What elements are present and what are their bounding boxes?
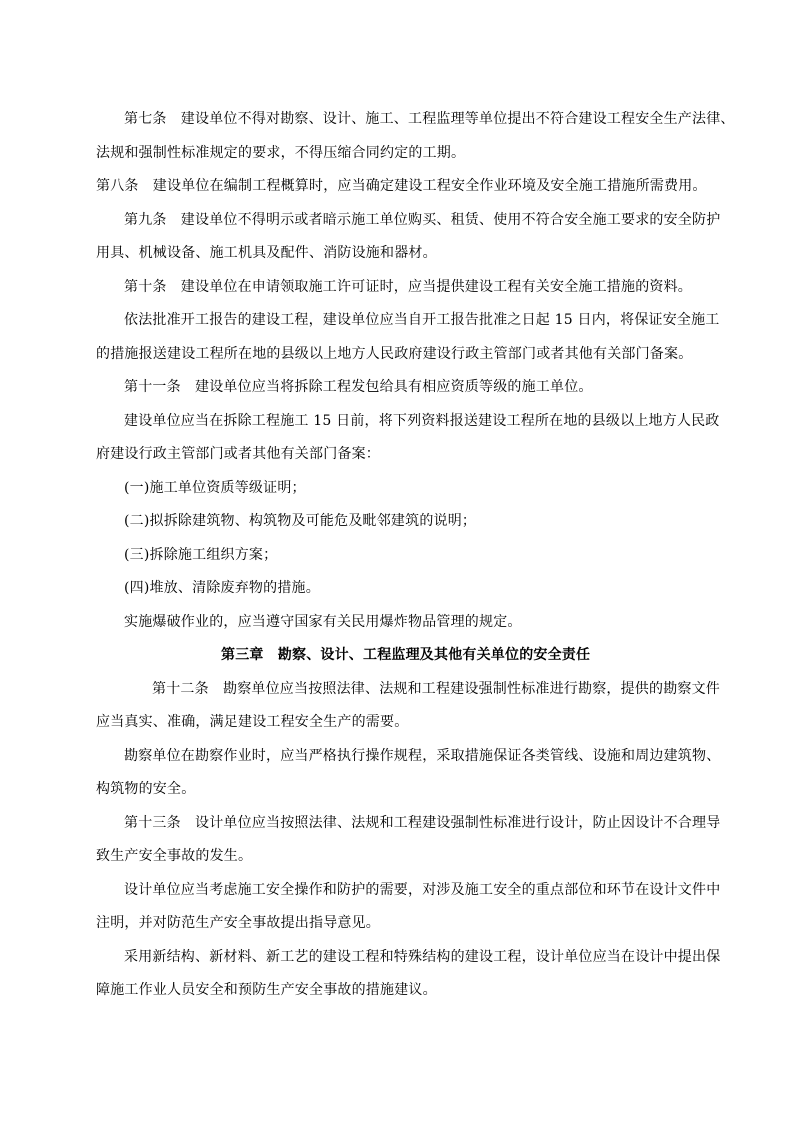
article-9-line-1: 第九条 建设单位不得明示或者暗示施工单位购买、租赁、使用不符合安全施工要求的安全防护: [124, 212, 721, 228]
article-13-para-3-line-2: 障施工作业人员安全和预防生产安全事故的措施建议。: [96, 982, 437, 998]
blasting-note: 实施爆破作业的，应当遵守国家有关民用爆炸物品管理的规定。: [124, 614, 522, 630]
article-12-line-1: 第十二条 勘察单位应当按照法律、法规和工程建设强制性标准进行勘察，提供的勘察文件: [152, 681, 720, 697]
article-13-line-2: 致生产安全事故的发生。: [96, 848, 253, 864]
list-item-3: (三)拆除施工组织方案；: [124, 547, 278, 563]
article-7-line-1: 第七条 建设单位不得对勘察、设计、施工、工程监理等单位提出不符合建设工程安全生产法律、: [124, 111, 735, 127]
article-8-line-1: 第八条 建设单位在编制工程概算时，应当确定建设工程安全作业环境及安全施工措施所需费用。: [96, 178, 707, 194]
article-11-para-2-line-1: 建设单位应当在拆除工程施工 15 日前，将下列资料报送建设工程所在地的县级以上地方人民政: [124, 413, 720, 429]
article-10-para-2-line-1: 依法批准开工报告的建设工程，建设单位应当自开工报告批准之日起 15 日内，将保证安全施工: [124, 312, 720, 328]
article-11-line-1: 第十一条 建设单位应当将拆除工程发包给具有相应资质等级的施工单位。: [124, 379, 593, 395]
article-12-para-2-line-2: 构筑物的安全。: [96, 781, 196, 797]
article-13-para-3-line-1: 采用新结构、新材料、新工艺的建设工程和特殊结构的建设工程，设计单位应当在设计中提出保: [124, 949, 721, 965]
article-12-para-2-line-1: 勘察单位在勘察作业时，应当严格执行操作规程，采取措施保证各类管线、设施和周边建筑物、: [124, 748, 721, 764]
article-9-line-2: 用具、机械设备、施工机具及配件、消防设施和器材。: [96, 245, 437, 261]
article-10-para-2-line-2: 的措施报送建设工程所在地的县级以上地方人民政府建设行政主管部门或者其他有关部门备案。: [96, 346, 693, 362]
list-item-4: (四)堆放、清除废弃物的措施。: [124, 580, 320, 596]
article-11-para-2-line-2: 府建设行政主管部门或者其他有关部门备案：: [96, 446, 380, 462]
article-13-para-2-line-1: 设计单位应当考虑施工安全操作和防护的需要，对涉及施工安全的重点部位和环节在设计文件中: [124, 882, 721, 898]
chapter-3-heading: 第三章 勘察、设计、工程监理及其他有关单位的安全责任: [221, 647, 591, 663]
article-7-line-2: 法规和强制性标准规定的要求，不得压缩合同约定的工期。: [96, 145, 466, 161]
list-item-2: (二)拟拆除建筑物、构筑物及可能危及毗邻建筑的说明；: [124, 513, 477, 529]
article-12-line-2: 应当真实、准确，满足建设工程安全生产的需要。: [96, 714, 409, 730]
list-item-1: (一)施工单位资质等级证明；: [124, 480, 306, 496]
article-13-para-2-line-2: 注明，并对防范生产安全事故提出指导意见。: [96, 915, 380, 931]
article-10-line-1: 第十条 建设单位在申请领取施工许可证时，应当提供建设工程有关安全施工措施的资料。: [124, 279, 692, 295]
article-13-line-1: 第十三条 设计单位应当按照法律、法规和工程建设强制性标准进行设计，防止因设计不合理导: [124, 815, 721, 831]
